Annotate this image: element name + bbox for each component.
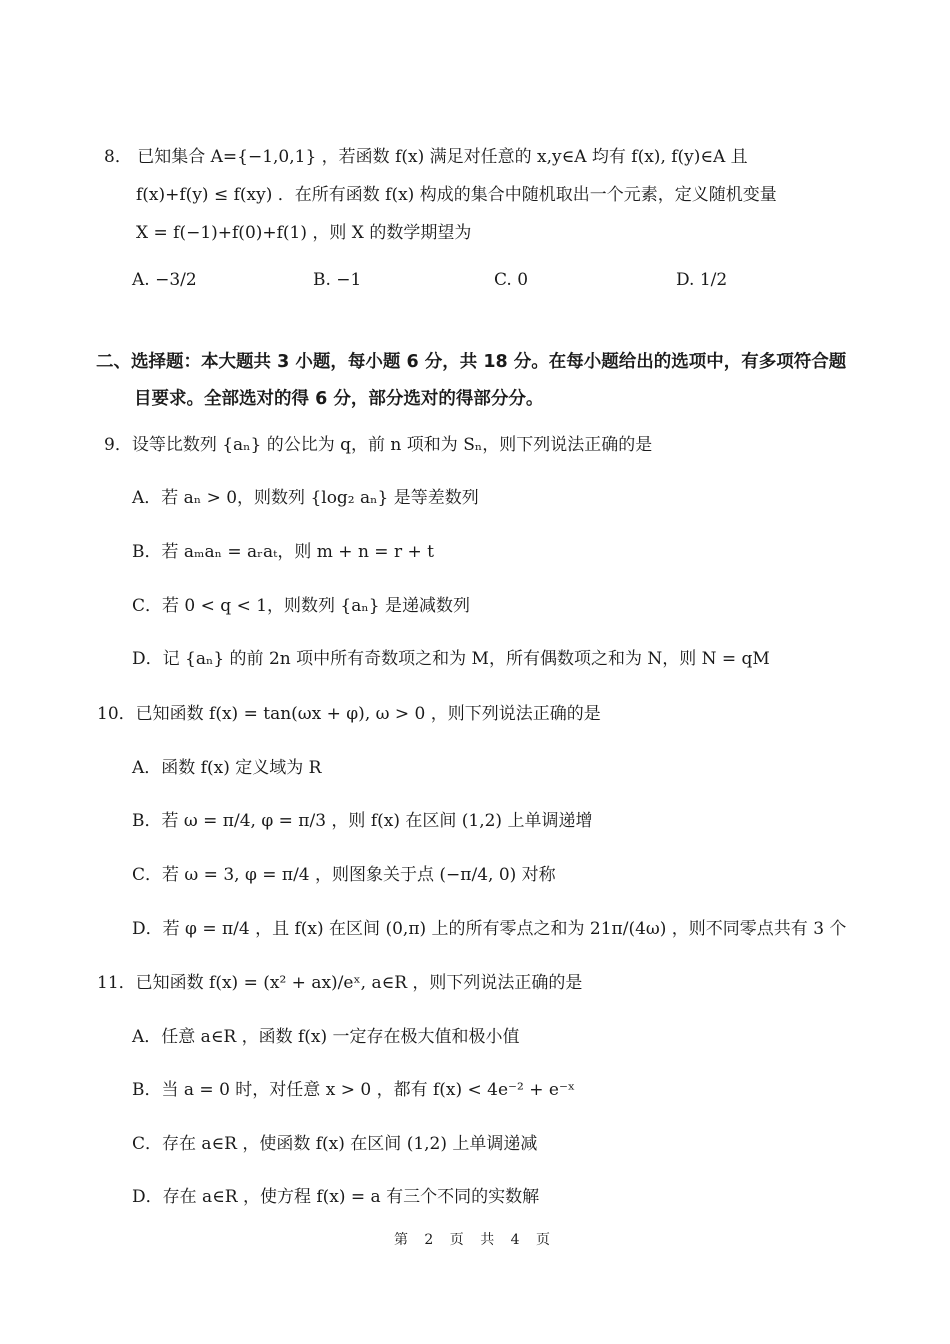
q10-stem: 10．已知函数 f(x) = tan(ωx + φ), ω > 0 ，则下列说法正确的是 (97, 704, 601, 724)
q8-line-2: f(x)+f(y) ≤ f(xy) ．在所有函数 f(x) 构成的集合中随机取出一个元素，定义随机变量 (136, 185, 777, 205)
q8-option-a: A. −3/2 (132, 270, 197, 290)
q9-option-d: D．记 {aₙ} 的前 2n 项中所有奇数项之和为 M，所有偶数项之和为 N，则 N = qM (132, 649, 770, 669)
q11-stem: 11．已知函数 f(x) = (x² + ax)/eˣ, a∈R ，则下列说法正确的是 (97, 973, 583, 993)
q10-option-a: A．函数 f(x) 定义域为 R (132, 758, 322, 778)
q8-line-1: 8． 已知集合 A={−1,0,1} ，若函数 f(x) 满足对任意的 x,y∈A 均有 f(x), f(y)∈A 且 (104, 147, 748, 167)
q8-option-d: D. 1/2 (676, 270, 728, 290)
q8-line-3: X = f(−1)+f(0)+f(1) ，则 X 的数学期望为 (136, 223, 472, 243)
section-2-header-line-2: 目要求。全部选对的得 6 分，部分选对的得部分分。 (134, 389, 544, 409)
q10-option-d: D．若 φ = π/4 ，且 f(x) 在区间 (0,π) 上的所有零点之和为 21π/(4ω) ，则不同零点共有 3 个 (132, 919, 847, 939)
q11-option-d: D．存在 a∈R ，使方程 f(x) = a 有三个不同的实数解 (132, 1187, 540, 1207)
q9-option-c: C．若 0 < q < 1，则数列 {aₙ} 是递减数列 (132, 596, 470, 616)
q8-option-c: C. 0 (494, 270, 529, 290)
section-2-header-line-1: 二、选择题：本大题共 3 小题，每小题 6 分，共 18 分。在每小题给出的选项中，有多项符合题 (96, 352, 847, 372)
q10-option-b: B．若 ω = π/4, φ = π/3 ，则 f(x) 在区间 (1,2) 上单调递增 (132, 811, 593, 831)
q11-option-c: C．存在 a∈R ，使函数 f(x) 在区间 (1,2) 上单调递减 (132, 1134, 538, 1154)
q9-option-a: A．若 aₙ > 0，则数列 {log₂ aₙ} 是等差数列 (132, 488, 479, 508)
q11-option-b: B．当 a = 0 时，对任意 x > 0 ，都有 f(x) < 4e⁻² + e⁻ˣ (132, 1080, 576, 1100)
q11-option-a: A．任意 a∈R ，函数 f(x) 一定存在极大值和极小值 (132, 1027, 520, 1047)
q9-stem: 9．设等比数列 {aₙ} 的公比为 q，前 n 项和为 Sₙ，则下列说法正确的是 (104, 435, 653, 455)
q9-option-b: B．若 aₘaₙ = aᵣaₜ，则 m + n = r + t (132, 542, 434, 562)
q10-option-c: C．若 ω = 3, φ = π/4 ，则图象关于点 (−π/4, 0) 对称 (132, 865, 556, 885)
q8-option-b: B. −1 (313, 270, 362, 290)
page-footer: 第 2 页 共 4 页 (393, 1232, 557, 1248)
